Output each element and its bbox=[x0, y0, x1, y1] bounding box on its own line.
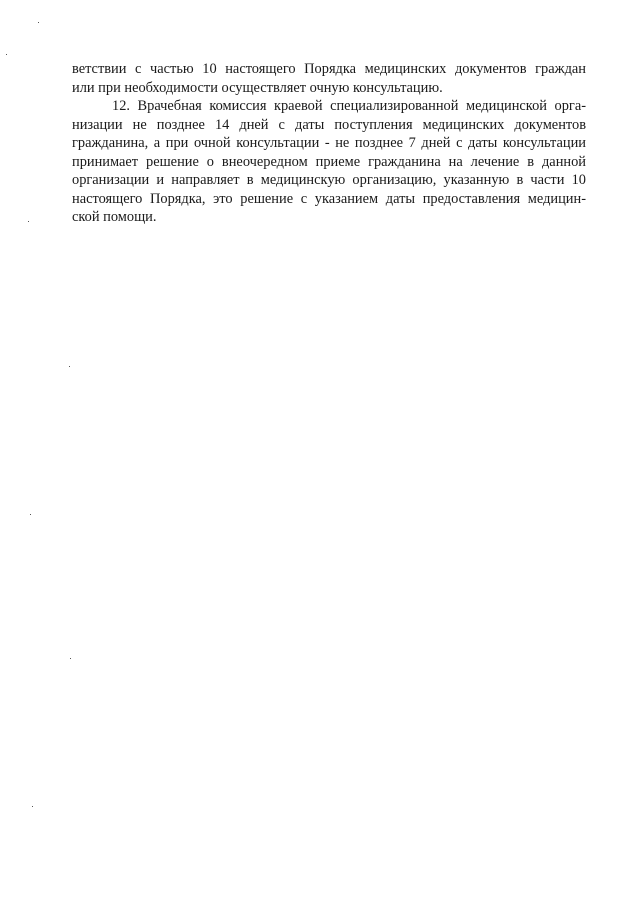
paragraph-11-continuation bbox=[72, 60, 586, 97]
scan-speck bbox=[69, 366, 70, 367]
scan-speck bbox=[38, 22, 39, 23]
text-line: 12. Врачебная комиссия краевой специализированной медицинской орга- bbox=[112, 98, 586, 114]
text-line: гражданина, а при очной консультации - не позднее 7 дней с даты консультации bbox=[72, 135, 586, 151]
scan-speck bbox=[28, 221, 29, 222]
text-line: или при необходимости осуществляет очную консультацию. bbox=[72, 79, 443, 96]
document-body bbox=[72, 60, 586, 227]
scan-speck bbox=[6, 54, 7, 55]
scan-speck bbox=[32, 806, 33, 807]
text-line: низации не позднее 14 дней с даты поступления медицинских документов bbox=[72, 116, 586, 133]
text-line: организации и направляет в медицинскую организацию, указанную в части 10 bbox=[72, 172, 586, 188]
paragraph-12 bbox=[72, 97, 586, 227]
text-line: принимает решение о внеочередном приеме гражданина на лечение в данной bbox=[72, 153, 586, 170]
scan-speck bbox=[30, 514, 31, 515]
text-line: настоящего Порядка, это решение с указанием даты предоставления медицин- bbox=[72, 190, 586, 207]
text-line: ветствии с частью 10 настоящего Порядка медицинских документов граждан bbox=[72, 61, 586, 77]
text-line: ской помощи. bbox=[72, 209, 157, 225]
scan-speck bbox=[70, 658, 71, 659]
